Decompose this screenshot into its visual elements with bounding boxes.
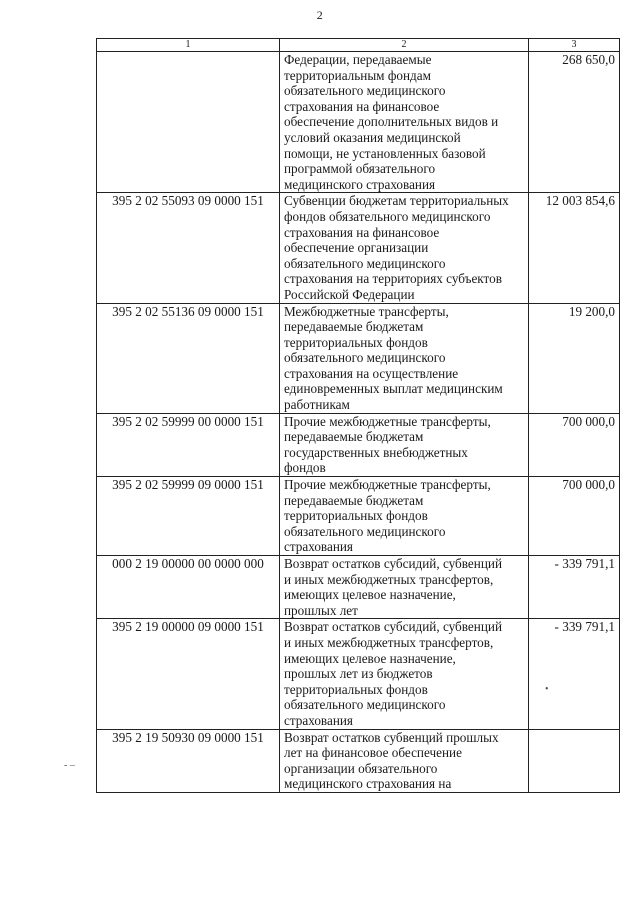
description-line: Возврат остатков субсидий, субвенций xyxy=(284,556,502,571)
revenue-description xyxy=(280,477,529,556)
description-line: Федерации, передаваемые xyxy=(284,52,432,67)
description-line: территориальных фондов xyxy=(284,334,428,350)
description-line: передаваемые бюджетам xyxy=(284,492,424,508)
description-line: территориальным фондам xyxy=(284,67,431,83)
description-line: медицинского страхования на xyxy=(284,776,452,792)
description-line: обеспечение организации xyxy=(284,240,429,256)
description-line: Межбюджетные трансферты, xyxy=(284,303,449,319)
description-line: лет на финансовое обеспечение xyxy=(284,745,462,761)
description-line: и иных межбюджетных трансфертов, xyxy=(284,571,494,587)
description-line: Субвенции бюджетам территориальных xyxy=(284,193,509,209)
description-line: организации обязательного xyxy=(284,760,438,776)
description-line: прошлых лет из бюджетов xyxy=(284,666,433,682)
amount-value: - 339 791,1 xyxy=(529,556,620,619)
description-line: имеющих целевое назначение, xyxy=(284,650,456,666)
budget-code: 395 2 02 59999 00 0000 151 xyxy=(97,413,280,476)
amount-value: 19 200,0 xyxy=(529,303,620,413)
description-line: обязательного медицинского xyxy=(284,350,446,366)
amount-value: 12 003 854,6 xyxy=(529,193,620,303)
description-line: страхования на финансовое xyxy=(284,224,440,240)
stray-dash-mark: - – xyxy=(64,760,75,771)
description-line: обеспечение дополнительных видов и xyxy=(284,114,499,130)
table-row xyxy=(97,193,620,303)
table-row xyxy=(97,413,620,476)
table-row xyxy=(97,52,620,193)
revenue-description xyxy=(280,52,529,193)
description-line: фондов обязательного медицинского xyxy=(284,208,491,224)
amount-value: 268 650,0 xyxy=(529,52,620,193)
description-line: и иных межбюджетных трансфертов, xyxy=(284,634,494,650)
table-row xyxy=(97,303,620,413)
description-line: территориальных фондов xyxy=(284,681,428,697)
description-line: Прочие межбюджетные трансферты, xyxy=(284,413,491,429)
table-body xyxy=(97,52,620,793)
description-line: Прочие межбюджетные трансферты, xyxy=(284,477,491,493)
table-row xyxy=(97,729,620,792)
description-line: имеющих целевое назначение, xyxy=(284,587,456,603)
column-header-1: 1 xyxy=(97,39,280,52)
budget-code: 395 2 19 00000 09 0000 151 xyxy=(97,619,280,729)
description-line: страхования на осуществление xyxy=(284,365,459,381)
description-line: медицинского страхования xyxy=(284,176,436,192)
description-line: страхования на территориях субъектов xyxy=(284,271,502,287)
stray-mark: • xyxy=(545,684,549,695)
amount-value: 700 000,0 xyxy=(529,477,620,556)
description-line: программой обязательного xyxy=(284,161,436,177)
description-line: государственных внебюджетных xyxy=(284,444,468,460)
description-line: территориальных фондов xyxy=(284,508,428,524)
budget-code: 395 2 19 50930 09 0000 151 xyxy=(97,729,280,792)
column-header-3: 3 xyxy=(529,39,620,52)
description-line: страхования на финансовое xyxy=(284,98,440,114)
amount-value xyxy=(529,729,620,792)
table-header-row xyxy=(97,39,620,52)
description-line: Возврат остатков субсидий, субвенций xyxy=(284,619,502,635)
budget-code: 395 2 02 59999 09 0000 151 xyxy=(97,477,280,556)
page-number: 2 xyxy=(316,8,324,22)
description-line: передаваемые бюджетам xyxy=(284,429,424,445)
description-line: передаваемые бюджетам xyxy=(284,319,424,335)
revenue-description xyxy=(280,729,529,792)
description-line: обязательного медицинского xyxy=(284,523,446,539)
revenue-description xyxy=(280,413,529,476)
revenue-description xyxy=(280,193,529,303)
revenue-description xyxy=(280,303,529,413)
description-line: Возврат остатков субвенций прошлых xyxy=(284,729,499,745)
table-row xyxy=(97,477,620,556)
description-line: единовременных выплат медицинским xyxy=(284,381,503,397)
amount-value: - 339 791,1 xyxy=(529,619,620,729)
description-line: условий оказания медицинской xyxy=(284,129,461,145)
amount-value: 700 000,0 xyxy=(529,413,620,476)
budget-code: 395 2 02 55093 09 0000 151 xyxy=(97,193,280,303)
budget-code xyxy=(97,52,280,193)
revenue-description xyxy=(280,556,529,619)
description-line: Российской Федерации xyxy=(284,286,415,302)
revenue-description xyxy=(280,619,529,729)
description-line: помощи, не установленных базовой xyxy=(284,145,486,161)
description-line: обязательного медицинского xyxy=(284,697,446,713)
description-line: обязательного медицинского xyxy=(284,83,446,99)
description-line: страхования xyxy=(284,539,353,555)
table-row xyxy=(97,619,620,729)
description-line: прошлых лет xyxy=(284,602,358,618)
budget-code: 395 2 02 55136 09 0000 151 xyxy=(97,303,280,413)
budget-revenue-table xyxy=(96,38,620,793)
description-line: работникам xyxy=(284,397,350,413)
description-line: фондов xyxy=(284,460,326,476)
column-header-2: 2 xyxy=(280,39,529,52)
budget-code: 000 2 19 00000 00 0000 000 xyxy=(97,556,280,619)
description-line: страхования xyxy=(284,712,353,728)
description-line: обязательного медицинского xyxy=(284,255,446,271)
table-row xyxy=(97,556,620,619)
